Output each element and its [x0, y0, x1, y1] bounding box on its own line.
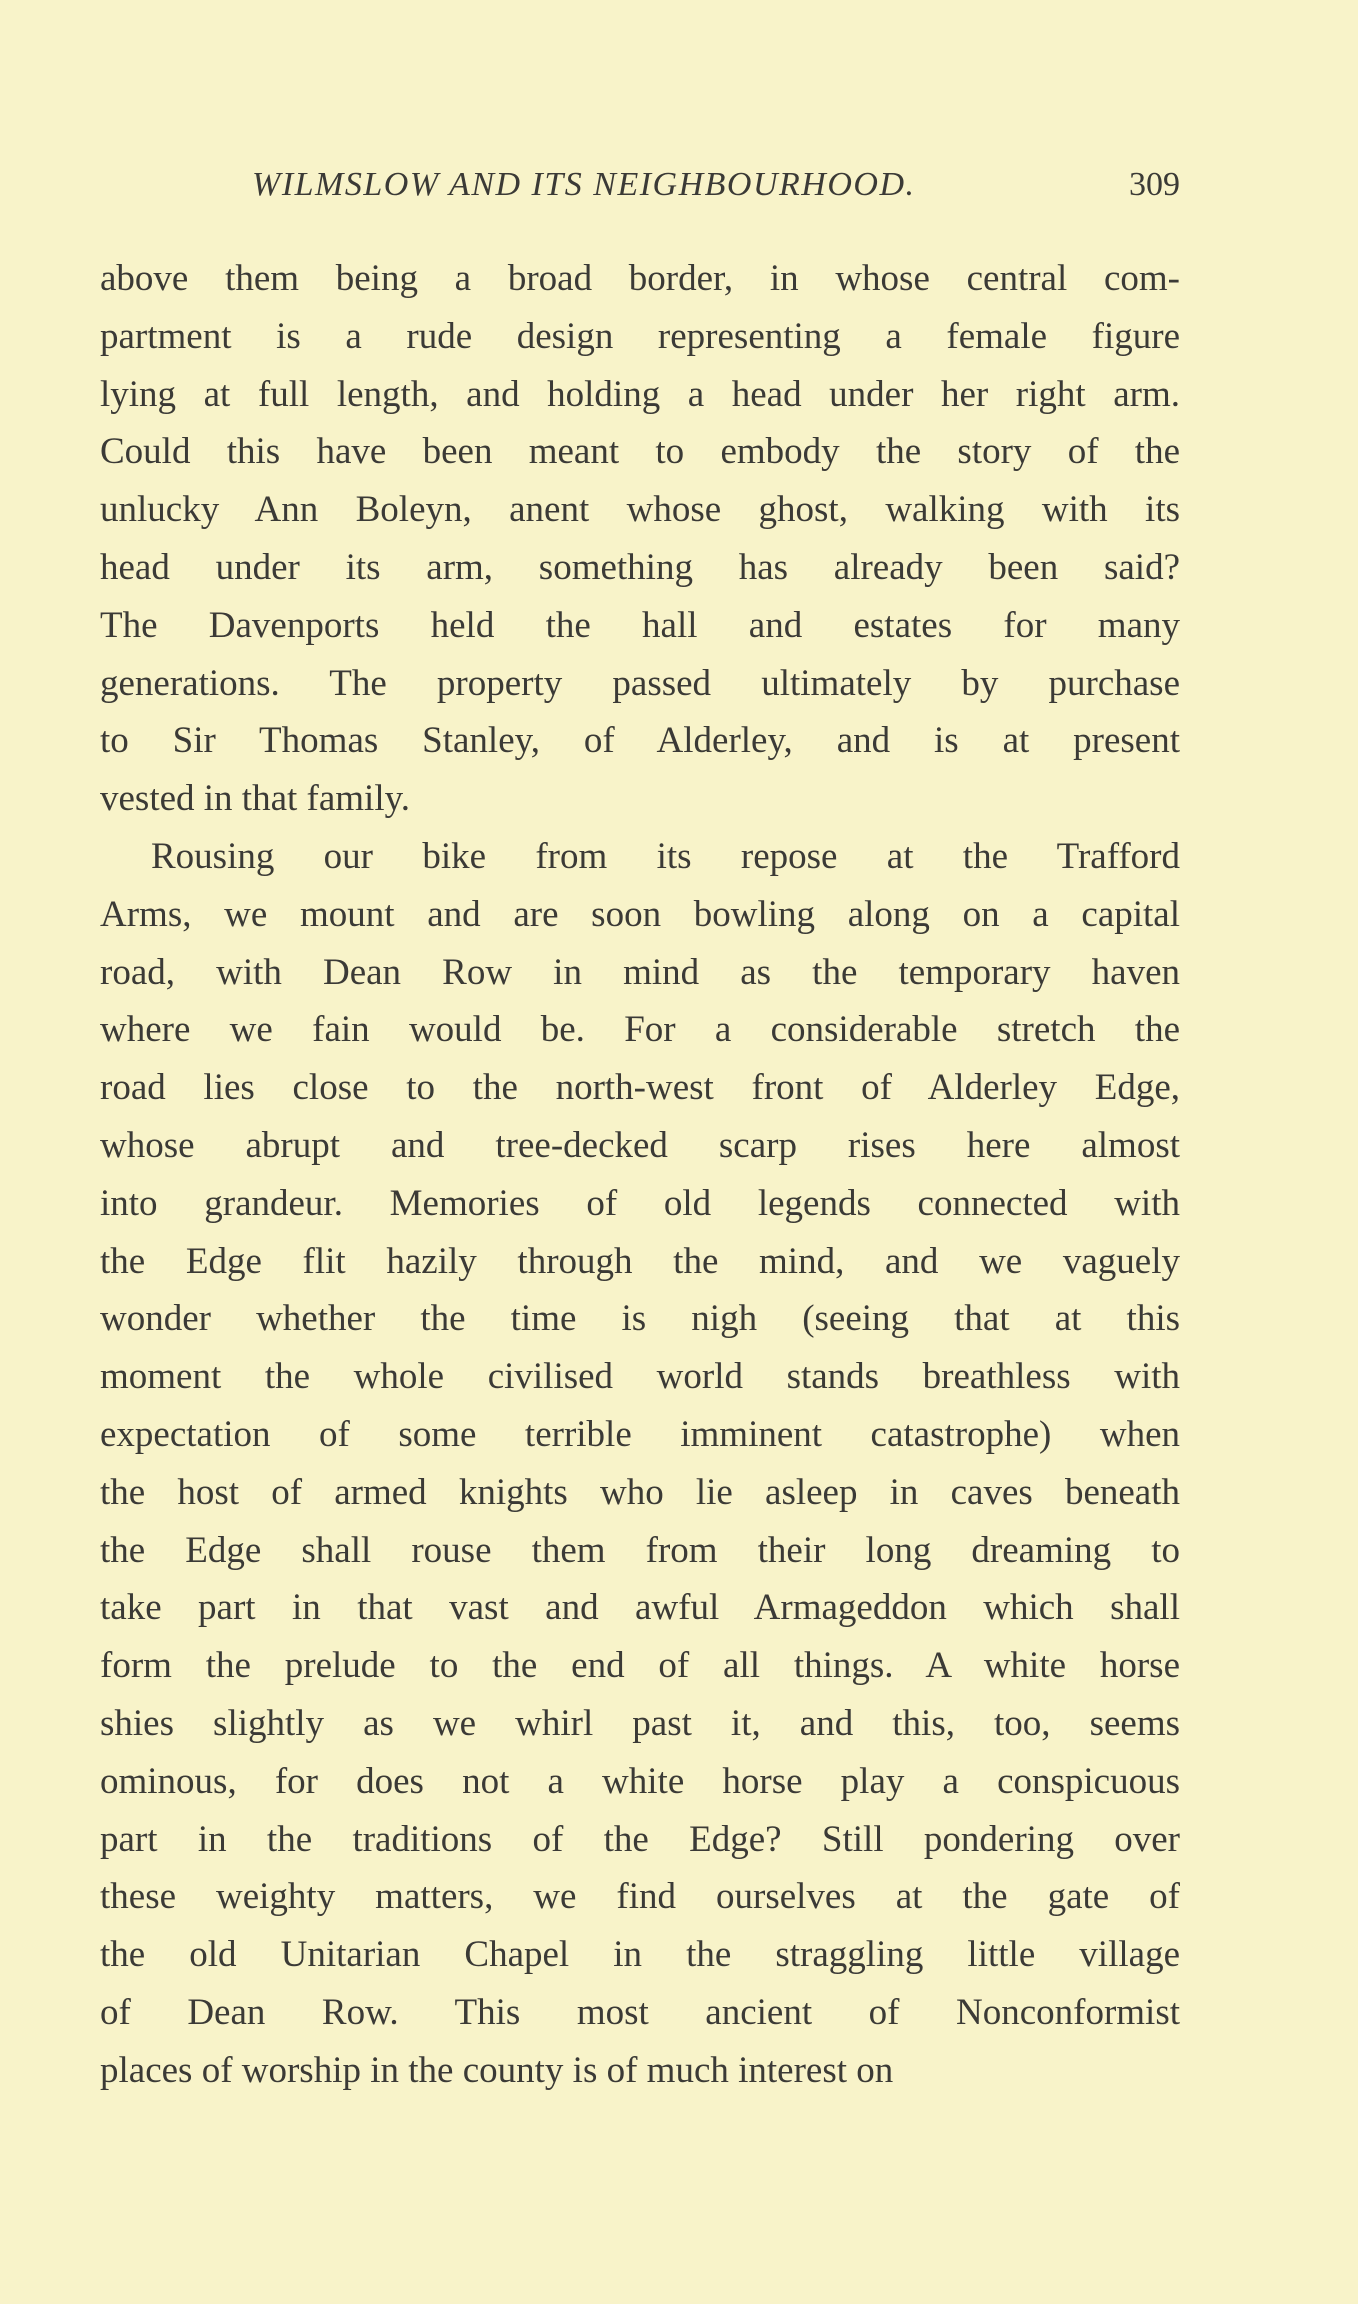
- text-line: the old Unitarian Chapel in the straggling little village: [100, 1934, 1180, 1976]
- text-line: the host of armed knights who lie asleep in caves beneath: [100, 1471, 1180, 1513]
- text-line: unlucky Ann Boleyn, anent whose ghost, walking with its: [100, 489, 1180, 531]
- text-line: places of worship in the county is of much interest on: [100, 2049, 894, 2091]
- text-line: road, with Dean Row in mind as the temporary haven: [100, 951, 1180, 993]
- text-line: shies slightly as we whirl past it, and this, too, seems: [100, 1702, 1180, 1744]
- text-line: road lies close to the north-west front of Alderley Edge,: [100, 1067, 1180, 1109]
- text-line: above them being a broad border, in whose central com-: [100, 258, 1180, 299]
- paragraph: [100, 250, 1180, 828]
- text-line: Arms, we mount and are soon bowling along on a capital: [100, 893, 1180, 935]
- text-line: to Sir Thomas Stanley, of Alderley, and is at present: [100, 720, 1180, 762]
- text-line: of Dean Row. This most ancient of Nonconformist: [100, 1991, 1180, 2033]
- text-line: the Edge shall rouse them from their long dreaming to: [100, 1529, 1180, 1571]
- running-header: [100, 166, 1180, 216]
- text-line: whose abrupt and tree-decked scarp rises here almost: [100, 1124, 1180, 1166]
- text-line: vested in that family.: [100, 778, 410, 820]
- paragraph: [100, 828, 1180, 2100]
- text-line: The Davenports held the hall and estates for many: [100, 604, 1180, 646]
- text-line: part in the traditions of the Edge? Still pondering over: [100, 1818, 1180, 1860]
- page-body: [100, 250, 1180, 2100]
- text-line: into grandeur. Memories of old legends connected with: [100, 1182, 1180, 1224]
- text-line: ominous, for does not a white horse play a conspicuous: [100, 1760, 1180, 1802]
- text-line: Rousing our bike from its repose at the Trafford: [151, 835, 1180, 877]
- text-line: expectation of some terrible imminent catastrophe) when: [100, 1413, 1180, 1455]
- text-line: head under its arm, something has already been said?: [100, 546, 1180, 588]
- text-line: lying at full length, and holding a head under her right arm.: [100, 373, 1180, 415]
- text-line: generations. The property passed ultimately by purchase: [100, 662, 1180, 704]
- text-line: Could this have been meant to embody the story of the: [100, 431, 1180, 473]
- text-line: wonder whether the time is nigh (seeing that at this: [100, 1298, 1180, 1340]
- text-line: form the prelude to the end of all things. A white horse: [100, 1645, 1180, 1687]
- text-line: these weighty matters, we find ourselves at the gate of: [100, 1876, 1180, 1918]
- text-line: take part in that vast and awful Armageddon which shall: [100, 1587, 1180, 1629]
- text-line: partment is a rude design representing a female figure: [100, 315, 1180, 357]
- running-title: WILMSLOW AND ITS NEIGHBOURHOOD.: [252, 166, 916, 203]
- text-line: where we fain would be. For a considerable stretch the: [100, 1009, 1180, 1051]
- page-number: 309: [1129, 166, 1180, 203]
- text-line: the Edge flit hazily through the mind, and we vaguely: [100, 1240, 1180, 1282]
- text-line: moment the whole civilised world stands breathless with: [100, 1356, 1180, 1398]
